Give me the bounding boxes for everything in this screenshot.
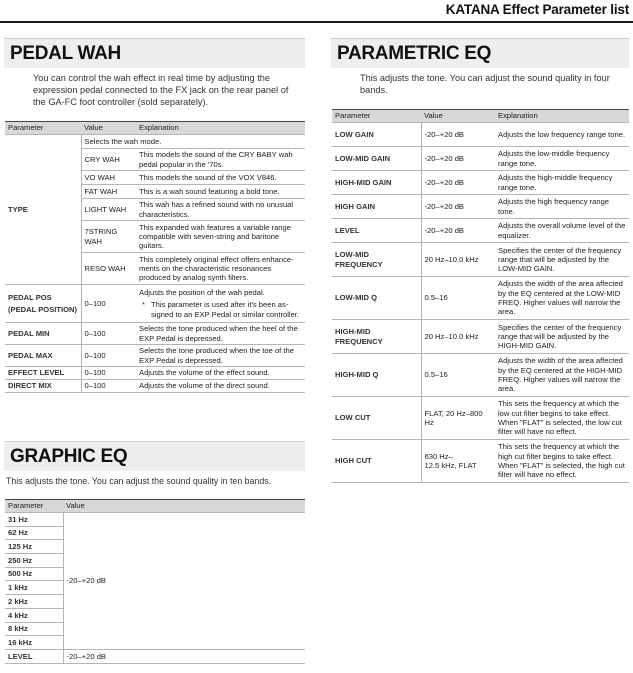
- type-mode-explanation: Selects the wah mode.: [81, 135, 305, 149]
- column-header-parameter: Parameter: [5, 122, 81, 135]
- explanation-cell: Specifies the center of the frequency range that will be adjusted by the LOW-MID GAIN.: [495, 243, 629, 277]
- explanation-cell: This wah has a refined sound with no unusual characteristics.: [136, 199, 305, 221]
- value-cell: [421, 440, 495, 483]
- band-cell: 16 kHz: [5, 636, 63, 650]
- table-row: [332, 243, 629, 277]
- band-cell: 1 kHz: [5, 581, 63, 595]
- document-header-title: KATANA Effect Parameter list: [445, 2, 629, 17]
- param-cell: LEVEL: [332, 219, 421, 243]
- explanation-cell: Adjusts the low frequency range tone.: [495, 123, 629, 147]
- explanation-cell: Adjusts the width of the area affected by the EQ centered at the HIGH-MID FREQ. Higher values will narrow the area.: [495, 354, 629, 397]
- table-row: [5, 323, 305, 345]
- param-cell: HIGH-MID Q: [332, 354, 421, 397]
- value-cell: -20–+20 dB: [421, 219, 495, 243]
- explanation-cell: Adjusts the high-middle frequency range tone.: [495, 171, 629, 195]
- param-cell: HIGH-MID FREQUENCY: [332, 320, 421, 354]
- value-cell: FLAT, 20 Hz–800 Hz: [421, 397, 495, 440]
- explanation-cell: Adjusts the volume of the direct sound.: [136, 380, 305, 393]
- band-cell: 4 kHz: [5, 608, 63, 622]
- explanation-cell: This sets the frequency at which the high cut filter begins to take effect. When "FLAT" is selected, the high cut filter will have no effect.: [495, 440, 629, 483]
- column-header-value: Value: [421, 110, 495, 123]
- param-cell: HIGH-MID GAIN: [332, 171, 421, 195]
- table-row: [332, 195, 629, 219]
- param-cell: PEDAL MIN: [5, 323, 81, 345]
- high-cut-value-line2: 12.5 kHz, FLAT: [424, 461, 477, 470]
- pedal-pos-note: [139, 300, 302, 319]
- table-row: [332, 397, 629, 440]
- explanation-cell: This expanded wah features a variable range compatible with seven-string and baritone guitars.: [136, 221, 305, 253]
- value-cell: FAT WAH: [81, 185, 136, 199]
- param-cell: LOW-MID GAIN: [332, 147, 421, 171]
- param-cell: LOW-MID Q: [332, 277, 421, 320]
- column-header-parameter: Parameter: [5, 500, 63, 513]
- band-cell: 8 kHz: [5, 622, 63, 636]
- graphic-eq-description: This adjusts the tone. You can adjust the sound quality in ten bands.: [6, 476, 272, 486]
- table-row: [332, 171, 629, 195]
- band-value-cell: -20–+20 dB: [63, 513, 305, 650]
- graphic-eq-title: GRAPHIC EQ: [4, 441, 305, 471]
- pedal-wah-description: You can control the wah effect in real time by adjusting the expression pedal connected to the FX jack on the rear panel of the GA-FC foot controller (sold separately).: [33, 73, 289, 107]
- explanation-cell: This is a wah sound featuring a bold tone.: [136, 185, 305, 199]
- band-cell: 2 kHz: [5, 595, 63, 609]
- graphic-eq-table: [5, 499, 305, 664]
- table-row: [5, 649, 305, 663]
- param-high-cut: HIGH CUT: [332, 440, 421, 483]
- value-cell: 0–100: [81, 380, 136, 393]
- value-cell: CRY WAH: [81, 149, 136, 171]
- value-cell: VO WAH: [81, 171, 136, 185]
- value-cell: 0.5–16: [421, 277, 495, 320]
- table-header-row: [5, 500, 305, 513]
- param-pedal-pos-line1: PEDAL POS: [8, 292, 52, 302]
- band-cell: 250 Hz: [5, 554, 63, 568]
- table-row: [332, 354, 629, 397]
- param-pedal-pos: [5, 285, 81, 323]
- explanation-cell: Selects the tone produced when the heel of the EXP Pedal is depressed.: [136, 323, 305, 345]
- header-rule: [0, 21, 633, 23]
- value-cell: -20–+20 dB: [63, 649, 305, 663]
- param-cell: LOW CUT: [332, 397, 421, 440]
- parametric-eq-title: PARAMETRIC EQ: [331, 38, 629, 68]
- explanation-cell: Adjusts the overall volume level of the equalizer.: [495, 219, 629, 243]
- param-level: LEVEL: [5, 649, 63, 663]
- table-header-row: [5, 122, 305, 135]
- value-cell: 0–100: [81, 323, 136, 345]
- note-mark: *: [142, 300, 145, 310]
- value-cell: LIGHT WAH: [81, 199, 136, 221]
- table-header-row: [332, 110, 629, 123]
- value-cell: -20–+20 dB: [421, 123, 495, 147]
- param-cell: LOW GAIN: [332, 123, 421, 147]
- table-row: [5, 345, 305, 367]
- value-cell: 0–100: [81, 345, 136, 367]
- explanation-cell: This models the sound of the CRY BABY wah pedal popular in the '70s.: [136, 149, 305, 171]
- explanation-cell: Selects the tone produced when the toe of the EXP Pedal is depressed.: [136, 345, 305, 367]
- pedal-wah-title: PEDAL WAH: [4, 38, 305, 68]
- table-row: [5, 380, 305, 393]
- band-cell: 125 Hz: [5, 540, 63, 554]
- value-cell: -20–+20 dB: [421, 195, 495, 219]
- parametric-eq-description: This adjusts the tone. You can adjust the sound quality in four bands.: [360, 73, 610, 95]
- param-pedal-pos-line2: (PEDAL POSITION): [8, 305, 78, 314]
- parametric-eq-table: [332, 109, 629, 483]
- value-cell: -20–+20 dB: [421, 171, 495, 195]
- explanation-cell: [136, 285, 305, 323]
- param-cell: PEDAL MAX: [5, 345, 81, 367]
- value-cell: 7STRING WAH: [81, 221, 136, 253]
- value-cell: 0–100: [81, 367, 136, 380]
- band-cell: 500 Hz: [5, 567, 63, 581]
- table-row: [332, 147, 629, 171]
- value-cell: 0–100: [81, 285, 136, 323]
- param-cell: DIRECT MIX: [5, 380, 81, 393]
- param-cell: HIGH GAIN: [332, 195, 421, 219]
- table-row: [5, 513, 305, 527]
- table-row: [5, 367, 305, 380]
- table-row: [5, 285, 305, 323]
- explanation-cell: Adjusts the volume of the effect sound.: [136, 367, 305, 380]
- value-cell: 20 Hz–10.0 kHz: [421, 243, 495, 277]
- param-cell: EFFECT LEVEL: [5, 367, 81, 380]
- explanation-cell: Adjusts the high frequency range tone.: [495, 195, 629, 219]
- column-header-parameter: Parameter: [332, 110, 421, 123]
- table-row: [332, 219, 629, 243]
- column-header-value: Value: [63, 500, 305, 513]
- table-row: [332, 277, 629, 320]
- column-header-explanation: Explanation: [495, 110, 629, 123]
- table-row: [332, 320, 629, 354]
- band-cell: 31 Hz: [5, 513, 63, 527]
- explanation-cell: Adjusts the low-middle frequency range tone.: [495, 147, 629, 171]
- value-cell: RESO WAH: [81, 253, 136, 285]
- table-row: [332, 440, 629, 483]
- column-header-value: Value: [81, 122, 136, 135]
- table-row: [5, 135, 305, 149]
- explanation-cell: Adjusts the width of the area affected by the EQ centered at the LOW-MID FREQ. Higher values will narrow the area.: [495, 277, 629, 320]
- value-cell: 20 Hz–10.0 kHz: [421, 320, 495, 354]
- high-cut-value-line1: 630 Hz–: [424, 451, 453, 461]
- explanation-cell: Specifies the center of the frequency range that will be adjusted by the HIGH-MID GAIN.: [495, 320, 629, 354]
- value-cell: -20–+20 dB: [421, 147, 495, 171]
- pedal-pos-explanation: Adjusts the position of the wah pedal.: [139, 288, 265, 298]
- column-header-explanation: Explanation: [136, 122, 305, 135]
- param-cell: LOW-MID FREQUENCY: [332, 243, 421, 277]
- table-row: [332, 123, 629, 147]
- explanation-cell: This sets the frequency at which the low cut filter begins to take effect. When "FLAT" is selected, the low cut filter will have no effect.: [495, 397, 629, 440]
- pedal-wah-table: [5, 121, 305, 393]
- param-type: TYPE: [5, 135, 81, 285]
- note-text: This parameter is used after it's been as-signed to an EXP Pedal or similar controller.: [151, 300, 300, 319]
- explanation-cell: This completely original effect offers enhance-ments on the characteristic resonances produced by analog synth filters.: [136, 253, 305, 285]
- value-cell: 0.5–16: [421, 354, 495, 397]
- explanation-cell: This models the sound of the VOX V846.: [136, 171, 305, 185]
- band-cell: 62 Hz: [5, 526, 63, 540]
